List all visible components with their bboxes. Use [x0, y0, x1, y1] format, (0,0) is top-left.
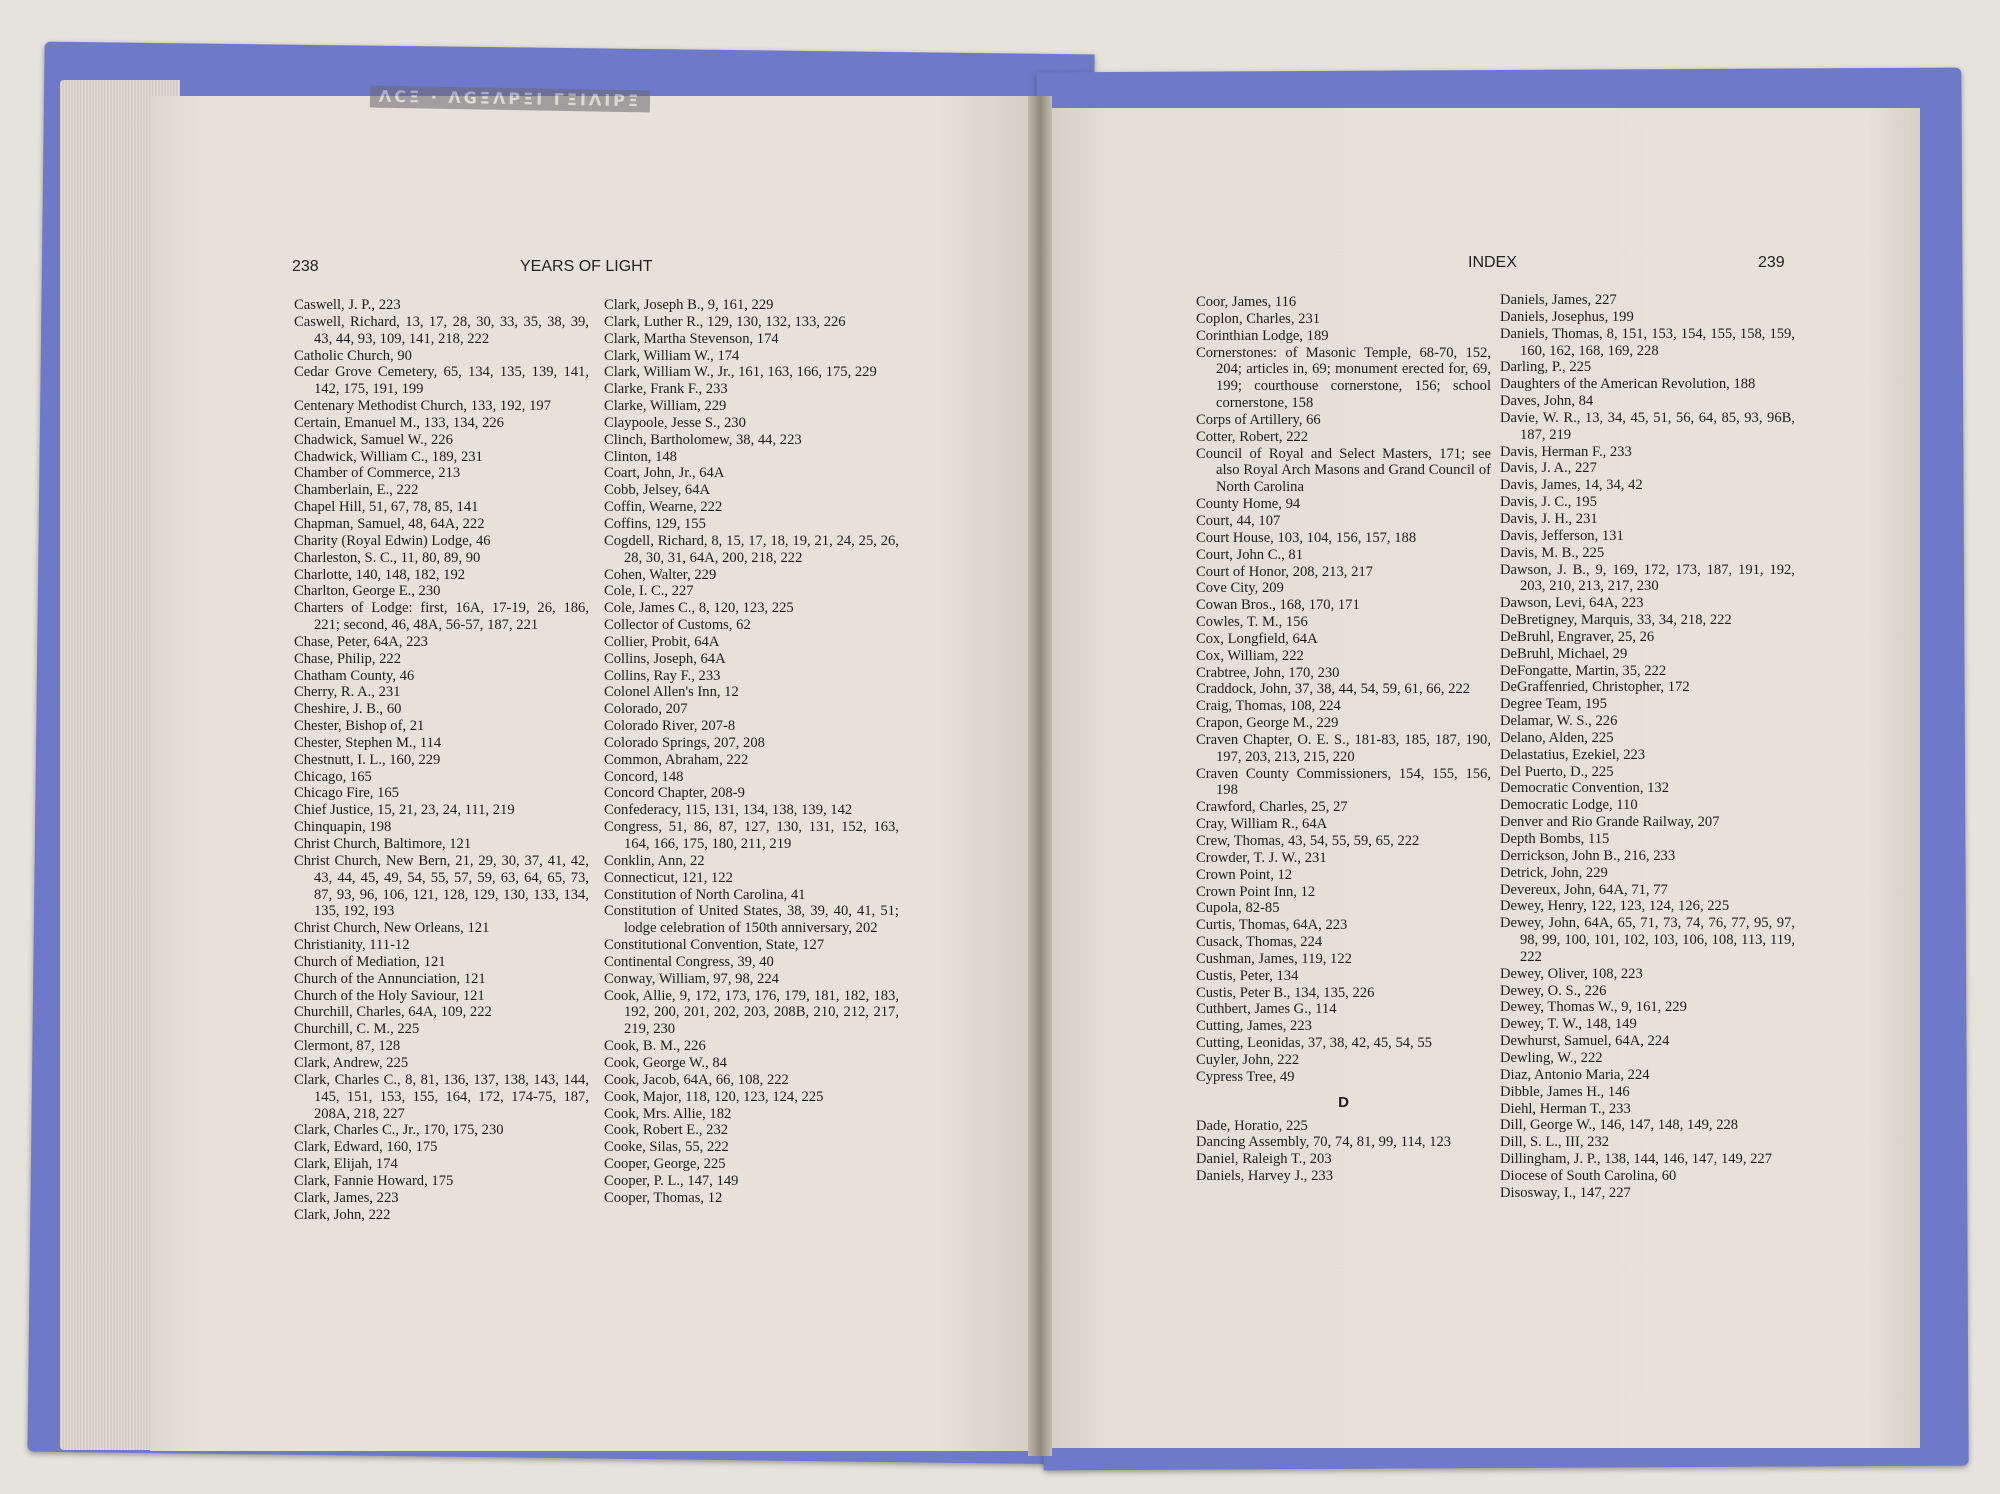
index-entry: Clinton, 148 [604, 448, 677, 465]
index-entry: Davis, J. H., 231 [1500, 510, 1598, 527]
index-entry: Dill, George W., 146, 147, 148, 149, 228 [1500, 1117, 1739, 1134]
library-stamp: ΛCΞ · ΛGΞΛΡΞΙ ΓΞΙΛΙΡΞ [370, 86, 650, 113]
index-entry: Cuyler, John, 222 [1196, 1051, 1300, 1068]
index-entry: Clark, John, 222 [294, 1206, 391, 1223]
index-column-right-1 [1196, 294, 1491, 1185]
index-entry: Cox, William, 222 [1196, 647, 1304, 664]
index-entry: Chapel Hill, 51, 67, 78, 85, 141 [294, 499, 479, 516]
index-entry: Chester, Bishop of, 21 [294, 718, 425, 735]
index-entry: Dibble, James H., 146 [1500, 1083, 1630, 1100]
index-entry: Christ Church, New Bern, 21, 29, 30, 37, 41, 42, 43, 44, 45, 49, 54, 55, 57, 59, 63, 64, 65, 73, 87, 93, 96, 106, 121, 128, 129, 130, 133, 134, 135, 192, 193 [294, 852, 589, 920]
index-entry: Craven County Commissioners, 154, 155, 156, 198 [1196, 765, 1491, 799]
index-entry: Cook, Allie, 9, 172, 173, 176, 179, 181, 182, 183, 192, 200, 201, 202, 203, 208B, 210, 212, 217, 219, 230 [604, 987, 899, 1038]
page-number-right: 239 [1758, 254, 1785, 271]
index-entry: Davie, W. R., 13, 34, 45, 51, 56, 64, 85, 93, 96B, 187, 219 [1500, 409, 1795, 443]
index-entry: Cook, B. M., 226 [604, 1038, 706, 1055]
index-entry: Curtis, Thomas, 64A, 223 [1196, 917, 1348, 934]
index-entry: Custis, Peter B., 134, 135, 226 [1196, 984, 1375, 1001]
index-entry: Claypoole, Jesse S., 230 [604, 414, 746, 431]
index-entry: Daniels, Harvey J., 233 [1196, 1168, 1333, 1185]
index-entry: Daves, John, 84 [1500, 393, 1594, 410]
index-entry: Delastatius, Ezekiel, 223 [1500, 746, 1646, 763]
index-entry: Denver and Rio Grande Railway, 207 [1500, 814, 1720, 831]
index-entry: Christ Church, Baltimore, 121 [294, 836, 472, 852]
index-entry: Church of the Holy Saviour, 121 [294, 987, 485, 1004]
index-column-left-1 [294, 297, 589, 1223]
index-entry: Davis, M. B., 225 [1500, 544, 1605, 561]
index-entry: Chatham County, 46 [294, 667, 415, 684]
index-entry: Clermont, 87, 128 [294, 1038, 401, 1055]
index-entry: Colonel Allen's Inn, 12 [604, 684, 739, 701]
index-entry: Common, Abraham, 222 [604, 751, 749, 768]
index-entry: Court House, 103, 104, 156, 157, 188 [1196, 529, 1417, 546]
index-entry: Crowder, T. J. W., 231 [1196, 849, 1327, 866]
index-column-left-2 [604, 297, 899, 1207]
index-entry: Collins, Ray F., 233 [604, 667, 721, 684]
index-entry: Chase, Peter, 64A, 223 [294, 633, 428, 650]
index-entry: Cook, Major, 118, 120, 123, 124, 225 [604, 1088, 824, 1105]
index-entry: Collector of Customs, 62 [604, 617, 751, 634]
index-entry: Clark, Edward, 160, 175 [294, 1139, 438, 1156]
index-entry: Chamberlain, E., 222 [294, 482, 419, 499]
index-entry: Chadwick, William C., 189, 231 [294, 448, 483, 465]
index-entry: Charlotte, 140, 148, 182, 192 [294, 566, 466, 583]
index-entry: Derrickson, John B., 216, 233 [1500, 847, 1676, 864]
index-entry: DeBruhl, Engraver, 25, 26 [1500, 628, 1655, 645]
index-entry: Cusack, Thomas, 224 [1196, 934, 1323, 951]
left-page [150, 96, 1040, 1451]
index-entry: Charters of Lodge: first, 16A, 17-19, 26, 186, 221; second, 46, 48A, 56-57, 187, 221 [294, 600, 589, 634]
index-entry: Cole, I. C., 227 [604, 583, 694, 600]
index-entry: Clark, Charles C., Jr., 170, 175, 230 [294, 1122, 504, 1139]
index-entry: Concord, 148 [604, 768, 684, 785]
index-entry: Dillingham, J. P., 138, 144, 146, 147, 149, 227 [1500, 1151, 1773, 1168]
index-entry: Christ Church, New Orleans, 121 [294, 920, 490, 937]
index-entry: County Home, 94 [1196, 496, 1301, 513]
index-entry: Detrick, John, 229 [1500, 864, 1608, 881]
index-entry: Cook, Mrs. Allie, 182 [604, 1105, 732, 1122]
index-entry: Davis, Jefferson, 131 [1500, 527, 1624, 544]
index-entry: Coplon, Charles, 231 [1196, 310, 1321, 327]
index-entry: Dewey, Oliver, 108, 223 [1500, 965, 1643, 982]
index-entry: Dewhurst, Samuel, 64A, 224 [1500, 1033, 1670, 1050]
index-entry: Council of Royal and Select Masters, 171; see also Royal Arch Masons and Grand Council of North Carolina [1196, 445, 1491, 496]
index-entry: Concord Chapter, 208-9 [604, 785, 745, 802]
index-entry: Clark, William W., 174 [604, 347, 740, 364]
index-entry: Dancing Assembly, 70, 74, 81, 99, 114, 123 [1196, 1134, 1452, 1151]
index-entry: Daniels, Josephus, 199 [1500, 308, 1634, 325]
index-entry: Depth Bombs, 115 [1500, 831, 1610, 847]
index-entry: DeFongatte, Martin, 35, 222 [1500, 662, 1667, 679]
index-entry: Coart, John, Jr., 64A [604, 465, 725, 482]
index-entry: Conklin, Ann, 22 [604, 852, 705, 869]
index-column-right-2 [1500, 292, 1795, 1202]
index-entry: Cooper, George, 225 [604, 1156, 726, 1173]
index-entry: Crawford, Charles, 25, 27 [1196, 799, 1348, 816]
index-entry: Chamber of Commerce, 213 [294, 465, 461, 482]
index-entry: Crown Point Inn, 12 [1196, 883, 1316, 900]
index-entry: Certain, Emanuel M., 133, 134, 226 [294, 414, 504, 431]
index-entry: Darling, P., 225 [1500, 359, 1592, 376]
index-entry: Constitutional Convention, State, 127 [604, 937, 825, 954]
index-entry: Churchill, C. M., 225 [294, 1021, 420, 1038]
index-entry: Cuthbert, James G., 114 [1196, 1001, 1337, 1018]
index-entry: Cooke, Silas, 55, 222 [604, 1139, 729, 1156]
index-entry: Crabtree, John, 170, 230 [1196, 664, 1340, 681]
index-entry: Clark, Luther R., 129, 130, 132, 133, 226 [604, 313, 846, 330]
index-entry: Dewling, W., 222 [1500, 1049, 1603, 1066]
index-entry: Clark, Andrew, 225 [294, 1054, 409, 1071]
index-entry: Clark, Charles C., 8, 81, 136, 137, 138, 143, 144, 145, 151, 153, 155, 164, 172, 174-75, 187, 208A, 218, 227 [294, 1071, 589, 1122]
index-entry: Clarke, William, 229 [604, 398, 727, 415]
index-entry: Chinquapin, 198 [294, 819, 392, 836]
index-entry: Dill, S. L., III, 232 [1500, 1134, 1610, 1151]
index-entry: Constitution of United States, 38, 39, 40, 41, 51; lodge celebration of 150th anniversary, 202 [604, 903, 899, 937]
index-entry: Corinthian Lodge, 189 [1196, 327, 1329, 344]
index-entry: Continental Congress, 39, 40 [604, 953, 774, 970]
index-entry: Chapman, Samuel, 48, 64A, 222 [294, 515, 485, 532]
index-entry: Cypress Tree, 49 [1196, 1068, 1295, 1085]
index-entry: Craddock, John, 37, 38, 44, 54, 59, 61, 66, 222 [1196, 681, 1471, 698]
index-entry: Disosway, I., 147, 227 [1500, 1184, 1631, 1201]
index-entry: Colorado, 207 [604, 701, 688, 718]
index-entry: Cook, Jacob, 64A, 66, 108, 222 [604, 1071, 789, 1088]
index-entry: Dawson, Levi, 64A, 223 [1500, 595, 1644, 612]
index-entry: Crapon, George M., 229 [1196, 715, 1339, 732]
index-entry: Davis, J. A., 227 [1500, 460, 1597, 477]
index-entry: Cook, Robert E., 232 [604, 1122, 729, 1139]
index-entry: Cogdell, Richard, 8, 15, 17, 18, 19, 21, 24, 25, 26, 28, 30, 31, 64A, 200, 218, 222 [604, 532, 899, 566]
book-gutter [1028, 96, 1052, 1456]
index-entry: Church of Mediation, 121 [294, 953, 446, 970]
index-entry: Davis, J. C., 195 [1500, 494, 1597, 511]
index-entry: Crown Point, 12 [1196, 866, 1293, 883]
index-entry: Colorado Springs, 207, 208 [604, 734, 765, 751]
index-entry: Crew, Thomas, 43, 54, 55, 59, 65, 222 [1196, 833, 1420, 849]
index-entry: Dewey, John, 64A, 65, 71, 73, 74, 76, 77, 95, 97, 98, 99, 100, 101, 102, 103, 106, 108, 113, 119, 222 [1500, 915, 1795, 965]
index-entry: Diehl, Herman T., 233 [1500, 1100, 1631, 1117]
index-entry: Cobb, Jelsey, 64A [604, 482, 711, 499]
index-entry: Cedar Grove Cemetery, 65, 134, 135, 139, 141, 142, 175, 191, 199 [294, 364, 589, 398]
index-entry: Chadwick, Samuel W., 226 [294, 431, 453, 448]
index-entry: Clark, Elijah, 174 [294, 1156, 398, 1173]
index-entry: DeBretigney, Marquis, 33, 34, 218, 222 [1500, 612, 1732, 629]
index-entry: Clark, William W., Jr., 161, 163, 166, 175, 229 [604, 364, 877, 381]
index-entry: Cowan Bros., 168, 170, 171 [1196, 597, 1360, 614]
running-title-left: YEARS OF LIGHT [520, 258, 653, 275]
index-entry: Constitution of North Carolina, 41 [604, 886, 806, 903]
index-entry: Cotter, Robert, 222 [1196, 428, 1309, 445]
index-entry: Daughters of the American Revolution, 188 [1500, 376, 1756, 393]
index-entry: Coffin, Wearne, 222 [604, 499, 723, 516]
index-entry: Daniels, James, 227 [1500, 292, 1617, 308]
index-entry: Craven Chapter, O. E. S., 181-83, 185, 187, 190, 197, 203, 213, 215, 220 [1196, 731, 1491, 765]
page-number-left: 238 [292, 258, 319, 275]
index-entry: Chestnutt, I. L., 160, 229 [294, 751, 441, 768]
index-entry: Charity (Royal Edwin) Lodge, 46 [294, 532, 491, 549]
index-entry: Dade, Horatio, 225 [1196, 1117, 1308, 1134]
index-entry: Cutting, Leonidas, 37, 38, 42, 45, 54, 55 [1196, 1035, 1432, 1052]
index-entry: Cooper, Thomas, 12 [604, 1189, 723, 1206]
index-entry: Clark, Fannie Howard, 175 [294, 1172, 454, 1189]
index-entry: Clarke, Frank F., 233 [604, 381, 728, 398]
index-entry: Cook, George W., 84 [604, 1054, 727, 1071]
index-entry: Coor, James, 116 [1196, 294, 1297, 310]
index-entry: DeGraffenried, Christopher, 172 [1500, 679, 1690, 696]
index-entry: Centenary Methodist Church, 133, 192, 197 [294, 398, 551, 415]
index-entry: Delano, Alden, 225 [1500, 729, 1614, 746]
index-entry: Davis, James, 14, 34, 42 [1500, 477, 1643, 494]
index-entry: Daniels, Thomas, 8, 151, 153, 154, 155, 158, 159, 160, 162, 168, 169, 228 [1500, 325, 1795, 359]
index-entry: Dewey, Henry, 122, 123, 124, 126, 225 [1500, 898, 1730, 915]
index-entry: Charlton, George E., 230 [294, 583, 441, 600]
index-entry: Cray, William R., 64A [1196, 816, 1328, 833]
index-entry: Diaz, Antonio Maria, 224 [1500, 1066, 1650, 1083]
index-entry: Del Puerto, D., 225 [1500, 763, 1614, 780]
index-entry: Cutting, James, 223 [1196, 1018, 1312, 1035]
index-entry: Dawson, J. B., 9, 169, 172, 173, 187, 191, 192, 203, 210, 213, 217, 230 [1500, 561, 1795, 595]
index-entry: Cohen, Walter, 229 [604, 566, 717, 583]
index-entry: Coffins, 129, 155 [604, 515, 706, 532]
index-entry: Custis, Peter, 134 [1196, 967, 1299, 984]
index-entry: Dewey, T. W., 148, 149 [1500, 1016, 1637, 1033]
index-entry: Clark, James, 223 [294, 1189, 399, 1206]
index-entry: Degree Team, 195 [1500, 696, 1607, 713]
index-entry: Dewey, Thomas W., 9, 161, 229 [1500, 999, 1687, 1016]
index-entry: Devereux, John, 64A, 71, 77 [1500, 881, 1668, 898]
index-entry: Charleston, S. C., 11, 80, 89, 90 [294, 549, 481, 566]
running-title-right: INDEX [1468, 254, 1517, 271]
index-entry: Court, 44, 107 [1196, 512, 1281, 529]
index-entry: Clinch, Bartholomew, 38, 44, 223 [604, 431, 802, 448]
index-entry: Cove City, 209 [1196, 580, 1284, 597]
index-entry: Cheshire, J. B., 60 [294, 701, 402, 718]
index-entry: Democratic Lodge, 110 [1500, 797, 1638, 814]
index-entry: Craig, Thomas, 108, 224 [1196, 698, 1341, 715]
index-entry: Colorado River, 207-8 [604, 718, 736, 735]
index-entry: Cooper, P. L., 147, 149 [604, 1172, 739, 1189]
index-entry: Christianity, 111-12 [294, 937, 410, 954]
index-entry: Connecticut, 121, 122 [604, 869, 733, 886]
index-entry: Cox, Longfield, 64A [1196, 630, 1318, 647]
index-entry: Chicago, 165 [294, 768, 372, 785]
index-entry: Dewey, O. S., 226 [1500, 982, 1607, 999]
index-entry: Cowles, T. M., 156 [1196, 614, 1308, 631]
index-entry: Cupola, 82-85 [1196, 900, 1280, 917]
index-entry: Court, John C., 81 [1196, 546, 1304, 563]
index-entry: Caswell, J. P., 223 [294, 297, 401, 313]
index-entry: Churchill, Charles, 64A, 109, 222 [294, 1004, 492, 1021]
index-entry: Chief Justice, 15, 21, 23, 24, 111, 219 [294, 802, 515, 819]
index-entry: Daniel, Raleigh T., 203 [1196, 1151, 1332, 1168]
index-entry: Cushman, James, 119, 122 [1196, 950, 1352, 967]
index-entry: Congress, 51, 86, 87, 127, 130, 131, 152, 163, 164, 166, 175, 180, 211, 219 [604, 819, 899, 852]
index-entry: Clark, Martha Stevenson, 174 [604, 330, 779, 347]
index-entry: Confederacy, 115, 131, 134, 138, 139, 142 [604, 802, 853, 819]
index-entry: DeBruhl, Michael, 29 [1500, 645, 1628, 662]
index-entry: Chase, Philip, 222 [294, 650, 402, 667]
index-entry: Diocese of South Carolina, 60 [1500, 1167, 1677, 1184]
index-entry: Church of the Annunciation, 121 [294, 970, 486, 987]
index-entry: Collins, Joseph, 64A [604, 650, 726, 667]
index-entry: Caswell, Richard, 13, 17, 28, 30, 33, 35, 38, 39, 43, 44, 93, 109, 141, 218, 222 [294, 313, 589, 347]
index-entry: Delamar, W. S., 226 [1500, 713, 1618, 730]
index-entry: Cherry, R. A., 231 [294, 684, 401, 701]
index-entry: Democratic Convention, 132 [1500, 780, 1670, 797]
index-entry: Corps of Artillery, 66 [1196, 411, 1321, 428]
section-letter-heading: D [1338, 1093, 1349, 1111]
index-entry: Davis, Herman F., 233 [1500, 443, 1632, 460]
index-entry: Cornerstones: of Masonic Temple, 68-70, 152, 204; articles in, 69; monument erected for, 69, 199; courthouse cornerstone, 156; school cornerstone, 158 [1196, 344, 1491, 412]
index-entry: Cole, James C., 8, 120, 123, 225 [604, 600, 794, 617]
index-entry: Conway, William, 97, 98, 224 [604, 970, 779, 987]
index-entry: Chicago Fire, 165 [294, 785, 399, 802]
index-entry: Clark, Joseph B., 9, 161, 229 [604, 297, 774, 313]
index-entry: Chester, Stephen M., 114 [294, 734, 442, 751]
index-entry: Collier, Probit, 64A [604, 633, 720, 650]
index-entry: Catholic Church, 90 [294, 347, 412, 364]
index-entry: Court of Honor, 208, 213, 217 [1196, 563, 1373, 580]
